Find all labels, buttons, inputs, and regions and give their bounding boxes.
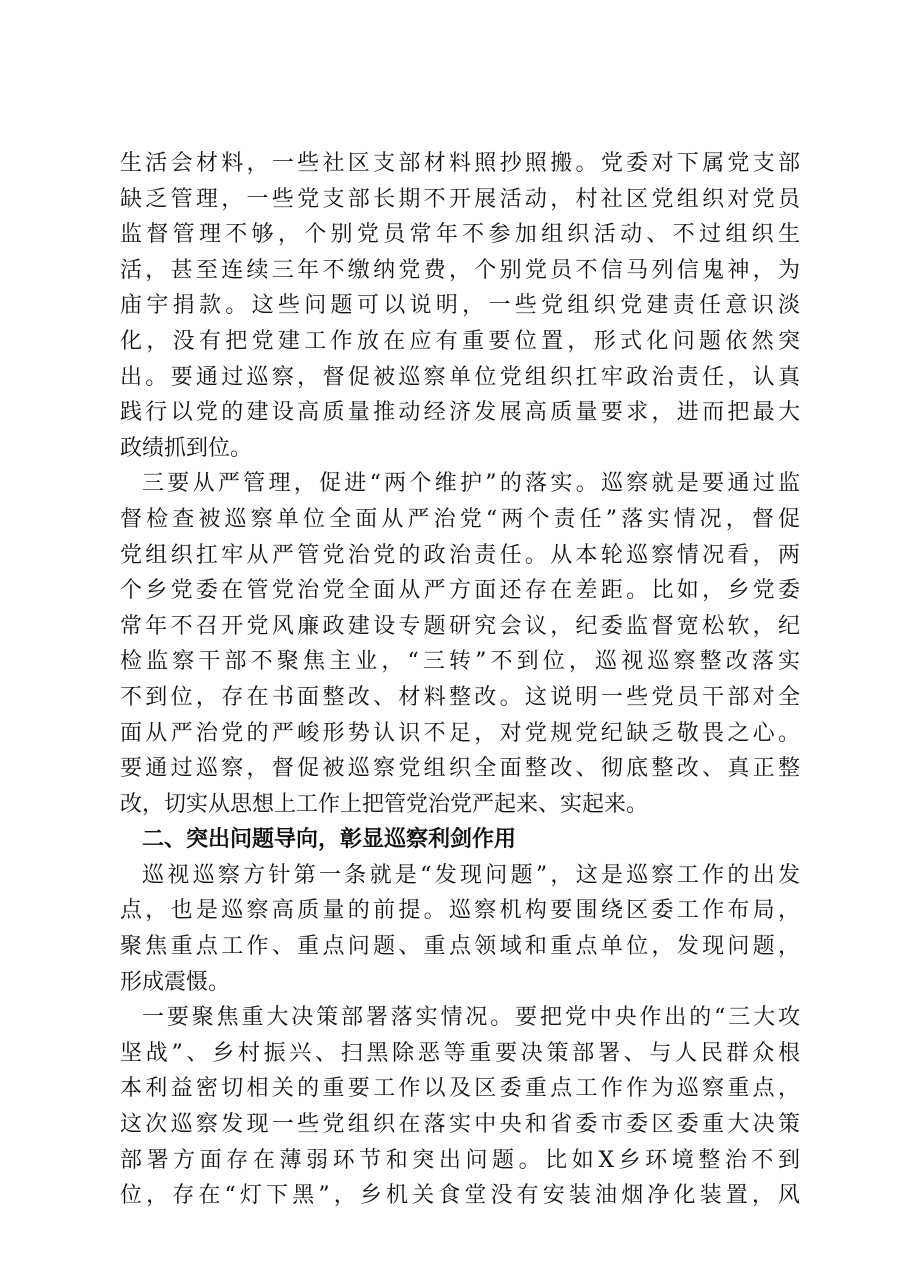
text-line: 检监察干部不聚焦主业，“三转”不到位，巡视巡察整改落实 xyxy=(120,649,800,675)
text-line: 不到位，存在书面整改、材料整改。这说明一些党员干部对全 xyxy=(120,684,800,710)
text-line: 党组织扛牢从严管党治党的政治责任。从本轮巡察情况看，两 xyxy=(120,542,800,568)
text-line: 监督管理不够，个别党员常年不参加组织活动、不过组织生 xyxy=(120,222,800,248)
text-line: 位，存在“灯下黑”，乡机关食堂没有安装油烟净化装置，风 xyxy=(120,1183,800,1209)
text-line: 改，切实从思想上工作上把管党治党严起来、实起来。 xyxy=(120,791,649,817)
text-line: 出。要通过巡察，督促被巡察单位党组织扛牢政治责任，认真 xyxy=(120,364,800,390)
text-line: 生活会材料，一些社区支部材料照抄照搬。党委对下属党支部 xyxy=(120,151,800,176)
paragraph xyxy=(120,466,800,822)
text-line: 政绩抓到位。 xyxy=(120,435,253,461)
text-line: 要通过巡察，督促被巡察党组织全面整改、彻底整改、真正整 xyxy=(120,756,800,782)
paragraph xyxy=(120,858,800,1000)
paragraph xyxy=(120,1000,800,1214)
text-line: 这次巡察发现一些党组织在落实中央和省委市委区委重大决策 xyxy=(120,1112,800,1138)
section-heading xyxy=(120,822,800,858)
text-line: 常年不召开党风廉政建设专题研究会议，纪委监督宽松软，纪 xyxy=(120,613,800,639)
text-line: 聚焦重点工作、重点问题、重点领域和重点单位，发现问题， xyxy=(120,934,800,960)
text-line: 活，甚至连续三年不缴纳党费，个别党员不信马列信鬼神，为 xyxy=(120,257,800,283)
paragraph xyxy=(120,146,800,466)
text-line: 巡视巡察方针第一条就是“发现问题”，这是巡察工作的出发 xyxy=(142,862,800,888)
text-line: 部署方面存在薄弱环节和突出问题。比如X乡环境整治不到 xyxy=(120,1147,800,1173)
text-line: 践行以党的建设高质量推动经济发展高质量要求，进而把最大 xyxy=(120,400,800,426)
text-line: 庙宇捐款。这些问题可以说明，一些党组织党建责任意识淡 xyxy=(120,293,800,319)
document-body xyxy=(120,146,800,1214)
text-line: 缺乏管理，一些党支部长期不开展活动，村社区党组织对党员 xyxy=(120,186,800,212)
text-line: 一要聚焦重大决策部署落实情况。要把党中央作出的“三大攻 xyxy=(142,1005,800,1031)
text-line: 面从严治党的严峻形势认识不足，对党规党纪缺乏敬畏之心。 xyxy=(120,720,800,746)
text-line: 督检查被巡察单位全面从严治党“两个责任”落实情况，督促 xyxy=(120,506,800,532)
text-line: 三要从严管理，促进“两个维护”的落实。巡察就是要通过监 xyxy=(142,471,800,497)
heading-text: 二、突出问题导向，彰显巡察利剑作用 xyxy=(142,827,517,853)
text-line: 坚战”、乡村振兴、扫黑除恶等重要决策部署、与人民群众根 xyxy=(120,1040,800,1066)
text-line: 本利益密切相关的重要工作以及区委重点工作作为巡察重点， xyxy=(120,1076,800,1102)
text-line: 化，没有把党建工作放在应有重要位置，形式化问题依然突 xyxy=(120,328,800,354)
text-line: 形成震慑。 xyxy=(120,969,231,995)
text-line: 点，也是巡察高质量的前提。巡察机构要围绕区委工作布局， xyxy=(120,898,800,924)
text-line: 个乡党委在管党治党全面从严方面还存在差距。比如，乡党委 xyxy=(120,578,800,604)
